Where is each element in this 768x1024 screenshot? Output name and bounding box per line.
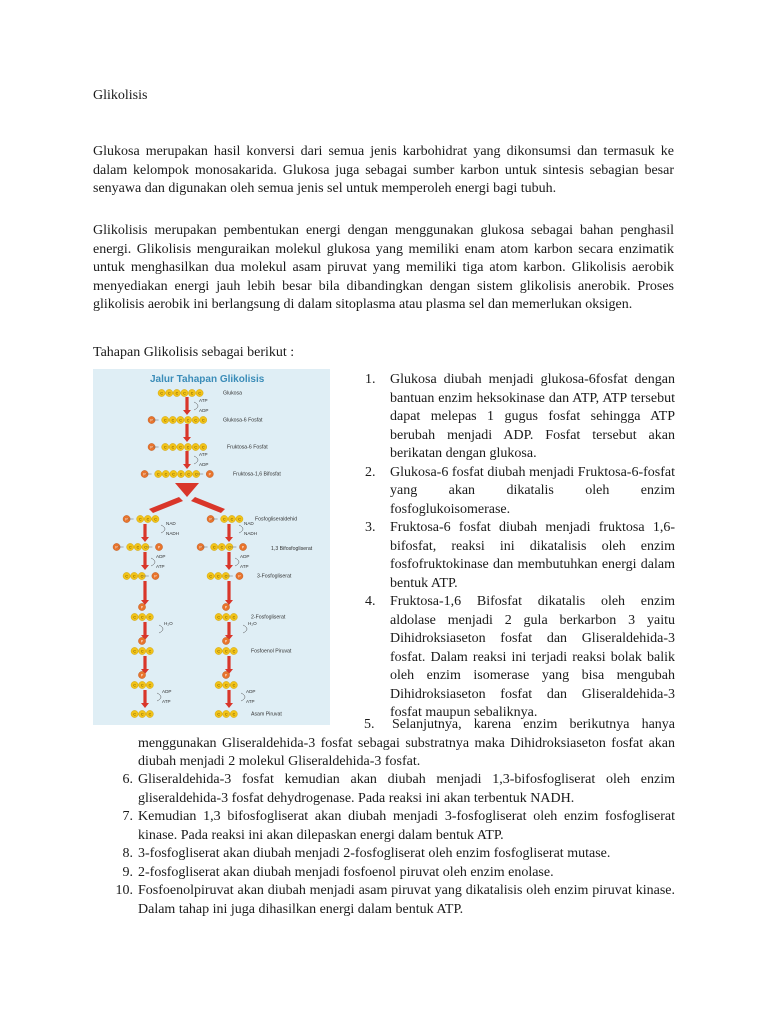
phosphate-letter: P bbox=[140, 639, 144, 644]
carbon-letter: C bbox=[217, 683, 221, 688]
red-arrow-head bbox=[225, 703, 233, 708]
cofactor-atp-1-bottom: ADP bbox=[199, 408, 209, 413]
cofactor-adp-4-curve bbox=[241, 693, 245, 701]
carbon-letter: C bbox=[172, 472, 175, 477]
cofactor-atp-2-curve bbox=[194, 456, 198, 464]
carbon-letter: C bbox=[154, 517, 157, 522]
cofactor-nad-bottom: NADH bbox=[166, 531, 180, 536]
step-item-4: 4. Fruktosa-1,6 Bifosfat dikatalis oleh enzim aldolase menjadi 2 gula berkarbon 3 yaitu Dihidroksiaseton fosfat dan Gliseraldehida-3 fosfat. Dalam reaksi ini terjadi reaksi bolak balik oleh enzim isomerase yang bisa mengubah Dihidroksiaseton fosfat dan Gliseraldehida-3 fosfat maupun sebaliknya. bbox=[365, 594, 675, 720]
carbon-letter: C bbox=[232, 712, 236, 717]
carbon-letter: C bbox=[148, 712, 152, 717]
cofactor-adp-1-curve bbox=[151, 558, 155, 566]
paragraph-glikolisis: Glikolisis merupakan pembentukan energi dengan menggunakan glukosa sebagai bahan penghasil energi. Glikolisis menguraikan molekul glukosa yang memiliki enam atom karbon secara enzimatik untuk menghasilkan dua molekul asam piruvat yang memiliki tiga atom karbon. Glikolisis aerobik menyediakan energi jauh lebih besar bila dibandingkan dengan sistem glikolisis anerobik. Proses glikolisis aerobik ini berlangsung di dalam sitoplasma atau plasma sel dan memerlukan oksigen. bbox=[93, 223, 674, 312]
carbon-letter: C bbox=[133, 649, 137, 654]
carbon-letter: C bbox=[217, 649, 221, 654]
phosphate-letter: P bbox=[140, 673, 144, 678]
step-item-7: 7. Kemudian 1,3 bifosfogliserat akan diubah menjadi 3-fosfogliserat oleh enzim fosfogliserat kinase. Pada reaksi ini akan dilepaskan energi dalam bentuk ATP. bbox=[122, 809, 675, 843]
carbon-letter: C bbox=[194, 418, 198, 423]
carbon-letter: C bbox=[225, 615, 228, 620]
cofactor-nad-2-top: NAD bbox=[244, 521, 254, 526]
carbon-letter: C bbox=[232, 615, 236, 620]
red-arrow-shaft bbox=[227, 690, 230, 704]
carbon-letter: C bbox=[232, 683, 236, 688]
phosphate-letter: P bbox=[150, 418, 153, 423]
red-arrow-shaft bbox=[227, 581, 230, 601]
red-arrow-head bbox=[141, 565, 149, 570]
pathway-svg bbox=[93, 369, 330, 725]
cofactor-nad-top: NAD bbox=[166, 521, 176, 526]
red-arrow-head bbox=[225, 565, 233, 570]
label-fg2: 2-Fosfogliserat bbox=[251, 614, 286, 621]
step-item-9: 9. 2-fosfogliserat akan diubah menjadi fosfoenol piruvat oleh enzim enolase. bbox=[122, 864, 554, 880]
carbon-letter: C bbox=[148, 683, 152, 688]
phosphate-letter: P bbox=[115, 545, 118, 550]
label-g6f: Glukosa-6 Fosfat bbox=[223, 417, 263, 424]
carbon-letter: C bbox=[186, 418, 190, 423]
carbon-letter: C bbox=[133, 683, 137, 688]
cofactor-adp-4-bottom: ATP bbox=[246, 699, 255, 704]
red-arrow-head bbox=[141, 537, 149, 542]
carbon-letter: C bbox=[213, 545, 216, 550]
red-arrow-shaft bbox=[185, 424, 188, 438]
step-item-8: 8. 3-fosfogliserat akan diubah menjadi 2-fosfogliserat oleh enzim fosfogliserat mutase. bbox=[122, 846, 611, 861]
red-arrow-shaft bbox=[227, 552, 230, 566]
cofactor-adp-3-bottom: ATP bbox=[162, 699, 171, 704]
paragraph-glukosa: Glukosa merupakan hasil konversi dari semua jenis karbohidrat yang dikonsumsi dan termasuk ke dalam kelompok monosakarida. Glukosa juga sebagai sumber karbon untuk sintesis sebagian besar senyawa dan digunakan oleh semua jenis sel untuk memperoleh energi bagi tubuh. bbox=[93, 144, 674, 196]
carbon-letter: C bbox=[202, 418, 205, 423]
carbon-letter: C bbox=[175, 391, 179, 396]
carbon-letter: C bbox=[195, 472, 198, 477]
carbon-letter: C bbox=[217, 712, 221, 717]
cofactor-h2o-1-curve bbox=[159, 625, 163, 633]
red-arrow-head bbox=[183, 437, 191, 442]
carbon-letter: C bbox=[168, 391, 171, 396]
phosphate-letter: P bbox=[224, 639, 228, 644]
phosphate-letter: P bbox=[150, 445, 153, 450]
label-pep: Fosfoenol Piruvat bbox=[251, 648, 292, 655]
red-arrow-head bbox=[141, 703, 149, 708]
carbon-letter: C bbox=[141, 649, 144, 654]
cofactor-adp-2-top: ADP bbox=[240, 554, 250, 559]
phosphate-letter: P bbox=[224, 605, 228, 610]
cofactor-adp-1-top: ADP bbox=[156, 554, 166, 559]
carbon-letter: C bbox=[238, 517, 241, 522]
cofactor-nad-2-curve bbox=[239, 525, 243, 533]
carbon-letter: C bbox=[217, 574, 220, 579]
carbon-letter: C bbox=[179, 472, 183, 477]
carbon-letter: C bbox=[164, 472, 168, 477]
carbon-letter: C bbox=[141, 712, 144, 717]
carbon-letter: C bbox=[148, 649, 152, 654]
tahapan-label: Tahapan Glikolisis sebagai berikut : bbox=[93, 345, 295, 360]
carbon-letter: C bbox=[225, 712, 228, 717]
label-glukosa: Glukosa bbox=[223, 390, 243, 397]
phosphate-letter: P bbox=[199, 545, 202, 550]
carbon-letter: C bbox=[133, 615, 137, 620]
cofactor-atp-1-top: ATP bbox=[199, 398, 208, 403]
carbon-letter: C bbox=[141, 683, 144, 688]
carbon-letter: C bbox=[230, 517, 234, 522]
document-title: Glikolisis bbox=[93, 88, 148, 103]
red-arrow-shaft bbox=[227, 656, 230, 670]
cofactor-adp-3-curve bbox=[157, 693, 161, 701]
carbon-letter: C bbox=[164, 445, 167, 450]
glycolysis-pathway-diagram bbox=[93, 369, 330, 725]
phosphate-letter: P bbox=[143, 472, 146, 477]
split-left bbox=[149, 497, 183, 513]
split-arrow bbox=[175, 483, 199, 497]
cofactor-h2o-2-top: H₂O bbox=[248, 621, 257, 626]
carbon-letter: C bbox=[224, 574, 228, 579]
step-item-5: 5. Selanjutnya, karena enzim berikutnya hanya menggunakan Gliseraldehida-3 fosfat sebagai substratnya maka Dihidroksiaseton fosfat akan diubah menjadi 2 molekul Gliseraldehida-3 fosfat. bbox=[138, 717, 675, 769]
cofactor-adp-3-top: ADP bbox=[162, 689, 172, 694]
carbon-letter: C bbox=[220, 545, 224, 550]
carbon-letter: C bbox=[125, 574, 129, 579]
carbon-letter: C bbox=[223, 517, 226, 522]
carbon-letter: C bbox=[179, 418, 182, 423]
carbon-letter: C bbox=[228, 545, 231, 550]
label-fga: Fosfogliseraldehid bbox=[255, 516, 298, 523]
carbon-letter: C bbox=[202, 445, 205, 450]
carbon-letter: C bbox=[140, 574, 144, 579]
label-piruvat: Asam Piruvat bbox=[251, 711, 282, 718]
red-arrow-shaft bbox=[143, 524, 146, 538]
carbon-letter: C bbox=[209, 574, 213, 579]
carbon-letter: C bbox=[183, 391, 186, 396]
carbon-letter: C bbox=[171, 418, 175, 423]
phosphate-letter: P bbox=[241, 545, 245, 550]
carbon-letter: C bbox=[146, 517, 150, 522]
carbon-letter: C bbox=[129, 545, 132, 550]
carbon-letter: C bbox=[164, 418, 167, 423]
red-arrow-shaft bbox=[227, 524, 230, 538]
step-item-1: 1. Glukosa diubah menjadi glukosa-6fosfat dengan bantuan enzim heksokinase dan ATP, ATP tersebut dapat melepas 1 gugus fosfat sehingga ATP berubah menjadi ADP. Fosfat tersebut akan berikatan dengan glukosa. bbox=[365, 372, 675, 461]
step-item-6: 6. Gliseraldehida-3 fosfat kemudian akan diubah menjadi 1,3-bifosfogliserat oleh enzim gliseraldehida-3 fosfat dehydrogenase. Pada reaksi ini akan terbentuk NADH. bbox=[122, 772, 675, 806]
label-f6f: Fruktosa-6 Fosfat bbox=[227, 444, 268, 451]
red-arrow-shaft bbox=[143, 656, 146, 670]
cofactor-nad-curve bbox=[161, 525, 165, 533]
cofactor-atp-2-bottom: ADP bbox=[199, 462, 209, 467]
carbon-letter: C bbox=[217, 615, 221, 620]
red-arrow-shaft bbox=[143, 622, 146, 636]
carbon-letter: C bbox=[144, 545, 147, 550]
phosphate-letter: P bbox=[238, 574, 241, 579]
cofactor-atp-1-curve bbox=[194, 402, 198, 410]
carbon-letter: C bbox=[148, 615, 152, 620]
cofactor-adp-1-bottom: ATP bbox=[156, 564, 165, 569]
red-arrow-head bbox=[225, 537, 233, 542]
carbon-letter: C bbox=[186, 445, 190, 450]
label-f16: Fruktosa-1,6 Bifosfat bbox=[233, 471, 281, 478]
cofactor-h2o-1-top: H₂O bbox=[164, 621, 173, 626]
phosphate-letter: P bbox=[208, 472, 212, 477]
carbon-letter: C bbox=[160, 391, 164, 396]
cofactor-adp-2-curve bbox=[235, 558, 239, 566]
phosphate-letter: P bbox=[209, 517, 212, 522]
step-item-3: 3. Fruktosa-6 fosfat diubah menjadi fruktosa 1,6-bifosfat, reaksi ini dikatalisis oleh enzim fosfofruktokinase dan membutuhkan energi dalam bentuk ATP. bbox=[365, 520, 675, 591]
red-arrow-head bbox=[183, 410, 191, 415]
carbon-letter: C bbox=[225, 683, 228, 688]
red-arrow-head bbox=[183, 464, 191, 469]
carbon-letter: C bbox=[225, 649, 228, 654]
red-arrow-shaft bbox=[143, 552, 146, 566]
phosphate-letter: P bbox=[154, 574, 157, 579]
carbon-letter: C bbox=[179, 445, 182, 450]
phosphate-letter: P bbox=[157, 545, 161, 550]
red-arrow-shaft bbox=[143, 581, 146, 601]
carbon-letter: C bbox=[187, 472, 191, 477]
carbon-letter: C bbox=[136, 545, 140, 550]
carbon-letter: C bbox=[133, 712, 137, 717]
carbon-letter: C bbox=[194, 445, 198, 450]
cofactor-adp-2-bottom: ATP bbox=[240, 564, 249, 569]
carbon-letter: C bbox=[157, 472, 160, 477]
red-arrow-shaft bbox=[185, 451, 188, 465]
carbon-letter: C bbox=[133, 574, 136, 579]
diagram-title: Jalur Tahapan Glikolisis bbox=[150, 374, 265, 385]
carbon-letter: C bbox=[198, 391, 202, 396]
step-item-2: 2. Glukosa-6 fosfat diubah menjadi Fruktosa-6-fosfat yang akan dikatalis oleh enzim fosfoglukoisomerase. bbox=[365, 464, 675, 517]
steps-list-lower bbox=[93, 771, 675, 919]
step-item-10: 10. Fosfoenolpiruvat akan diubah menjadi asam piruvat yang dikatalisis oleh enzim piruvat kinase. Dalam tahap ini juga dihasilkan energi dalam bentuk ATP. bbox=[115, 883, 675, 917]
label-bfg: 1,3 Bifosfogliserat bbox=[271, 546, 313, 552]
cofactor-adp-4-top: ADP bbox=[246, 689, 256, 694]
phosphate-letter: P bbox=[140, 605, 144, 610]
phosphate-letter: P bbox=[224, 673, 228, 678]
carbon-letter: C bbox=[171, 445, 175, 450]
cofactor-nad-2-bottom: NADH bbox=[244, 531, 258, 536]
split-right bbox=[191, 497, 225, 513]
cofactor-atp-2-top: ATP bbox=[199, 452, 208, 457]
carbon-letter: C bbox=[141, 615, 144, 620]
cofactor-h2o-2-curve bbox=[243, 625, 247, 633]
phosphate-letter: P bbox=[125, 517, 128, 522]
red-arrow-shaft bbox=[227, 622, 230, 636]
steps-list-upper bbox=[359, 371, 675, 723]
carbon-letter: C bbox=[190, 391, 194, 396]
red-arrow-shaft bbox=[143, 690, 146, 704]
carbon-letter: C bbox=[232, 649, 236, 654]
red-arrow-shaft bbox=[185, 397, 188, 411]
carbon-letter: C bbox=[139, 517, 142, 522]
label-fg3: 3-Fosfogliserat bbox=[257, 573, 292, 580]
